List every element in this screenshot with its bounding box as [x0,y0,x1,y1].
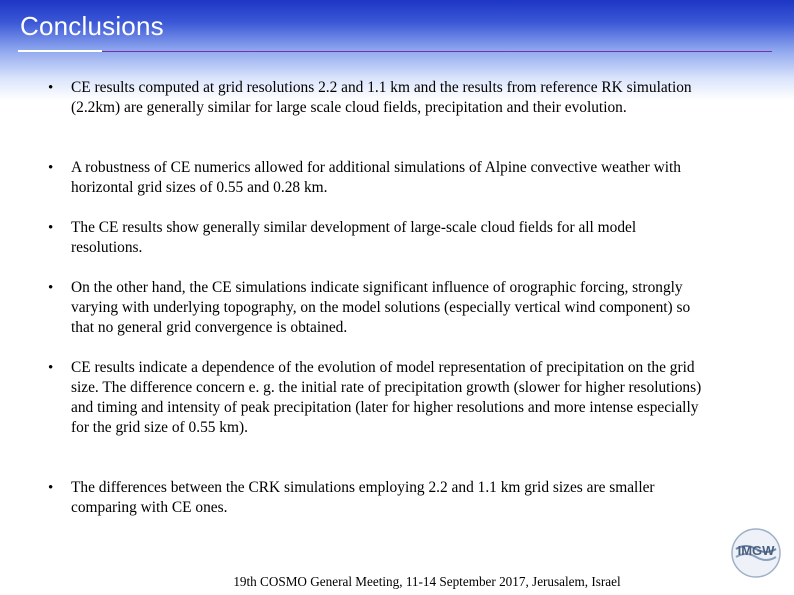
bullet-text: The CE results show generally similar development of large-scale cloud fields for all model resolutions. [71,219,637,256]
bullet-marker: • [48,480,54,496]
bullet-text: A robustness of CE numerics allowed for additional simulations of Alpine convective weather with horizontal grid sizes of 0.55 and 0.28 km. [71,159,681,196]
bullet-text: The differences between the CRK simulations employing 2.2 and 1.1 km grid sizes are smaller comparing with CE ones. [71,479,655,516]
page-title: Conclusions [20,11,164,41]
imgw-logo [730,527,782,579]
footer-text: 19th COSMO General Meeting, 11-14 September 2017, Jerusalem, Israel [233,574,621,589]
title-divider [102,51,772,52]
bullet-marker: • [48,220,54,236]
bullet-marker: • [48,80,54,96]
bullet-marker: • [48,280,54,296]
title-underline [18,50,102,52]
bullet-text: CE results indicate a dependence of the evolution of model representation of precipitation on the grid size. The difference concern e. g. the initial rate of precipitation growth (slower for higher resolutions) and timing and intensity of peak precipitation (later for higher resolutions and more intense especially for the grid size of 0.55 km). [71,359,702,436]
logo-text: IMGW [737,543,775,558]
bullet-marker: • [48,160,54,176]
bullet-marker: • [48,360,54,376]
bullet-text: On the other hand, the CE simulations indicate significant influence of orographic forcing, strongly varying with underlying topography, on the model solutions (especially vertical wind component) so that no general grid convergence is obtained. [71,279,691,336]
bullet-text: CE results computed at grid resolutions 2.2 and 1.1 km and the results from reference RK simulation (2.2km) are generally similar for large scale cloud fields, precipitation and their evolution. [71,79,692,116]
